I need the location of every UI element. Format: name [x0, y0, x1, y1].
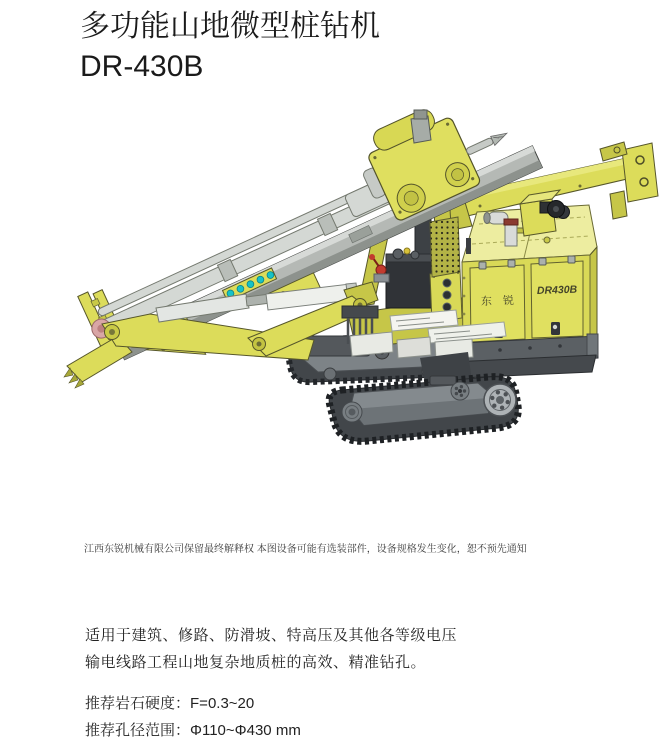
road-wheel: [451, 382, 469, 400]
description-line-1: 适用于建筑、修路、防滑坡、特高压及其他各等级电压: [85, 627, 458, 644]
disclaimer-text: 江西东锐机械有限公司保留最终解释权 本图设备可能有选装部件，设备规格发生变化，恕不预先通知: [84, 544, 527, 555]
spec-label: 推荐岩石硬度：: [85, 695, 191, 712]
model-number: DR-430B: [80, 50, 204, 83]
page-title: 多功能山地微型桩钻机: [80, 10, 380, 43]
spec-hole-diameter: [85, 719, 301, 740]
brand-label: 东 锐: [480, 295, 519, 308]
model-label: DR430B: [536, 283, 578, 297]
description-line-2: 输电线路工程山地复杂地质桩的高效、精准钻孔。: [85, 654, 427, 671]
drill-bit: [465, 130, 509, 157]
spec-rock-hardness: [85, 692, 254, 713]
spec-value: Φ110~Φ430 mm: [190, 722, 301, 739]
lid-handle: [466, 238, 471, 254]
sprocket-wheel: [484, 384, 516, 416]
radiator-grille: [430, 217, 460, 277]
idler-wheel: [342, 402, 362, 422]
spec-value: F=0.3~20: [190, 695, 255, 712]
spec-label: 推荐孔径范围：: [85, 722, 191, 739]
machine-illustration: [0, 105, 671, 450]
